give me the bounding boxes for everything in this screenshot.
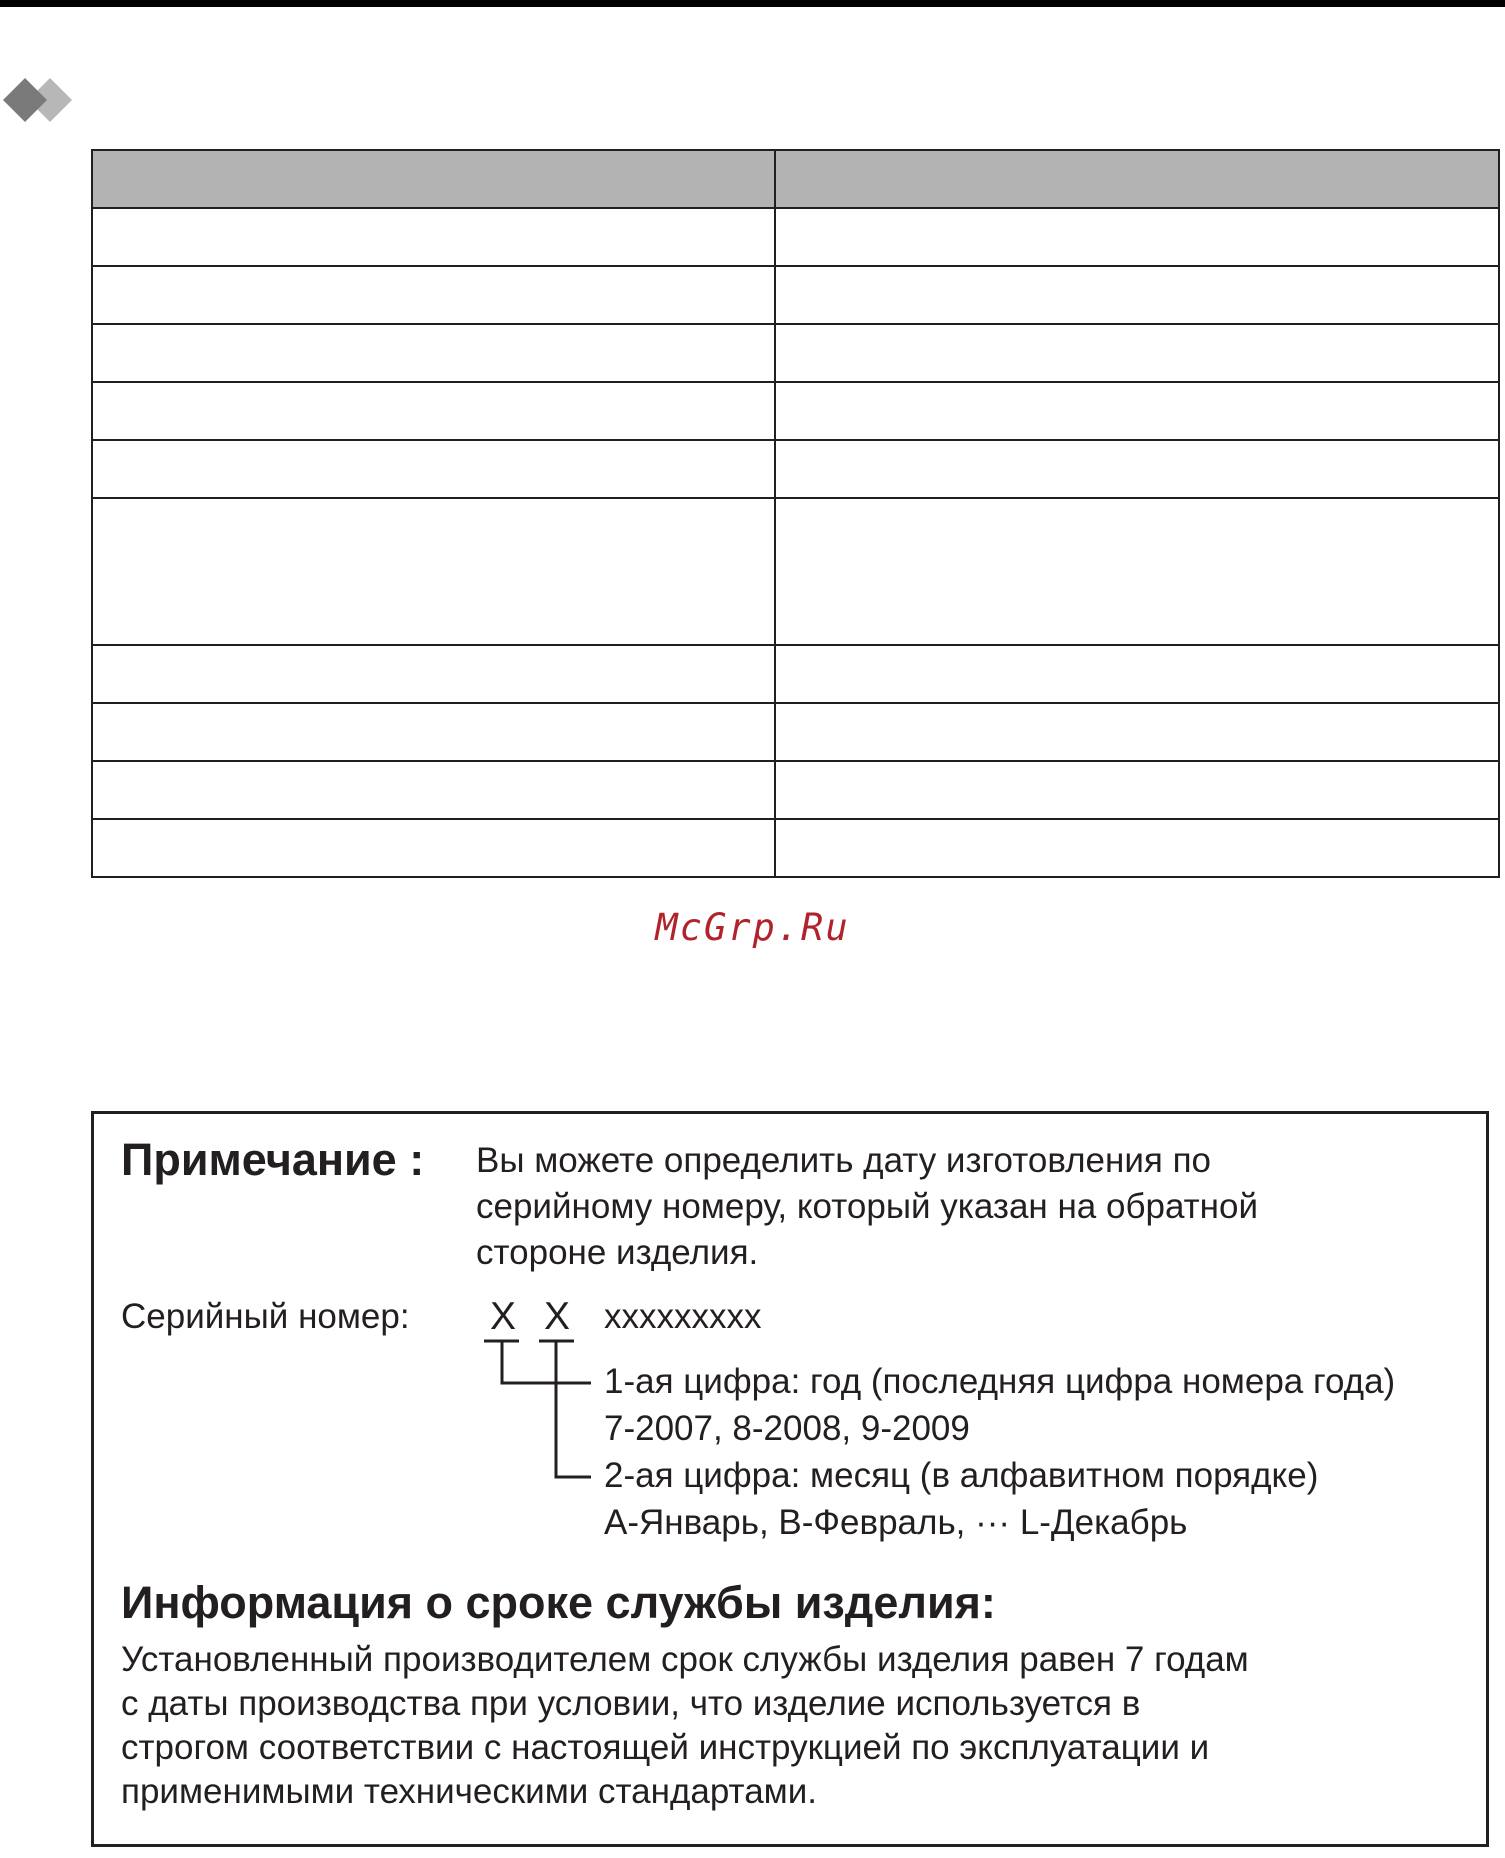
serial-first-char: X	[490, 1295, 517, 1338]
table-row	[92, 703, 1499, 761]
table-cell	[775, 440, 1499, 498]
table-cell	[775, 498, 1499, 645]
note-box	[91, 1111, 1489, 1847]
digit1-values: 7-2007, 8-2008, 9-2009	[604, 1409, 970, 1448]
table-cell	[92, 266, 775, 324]
spec-table	[91, 149, 1500, 878]
table-cell	[92, 645, 775, 703]
table-row	[92, 266, 1499, 324]
table-cell	[775, 266, 1499, 324]
table-cell	[775, 208, 1499, 266]
table-header-row	[92, 150, 1499, 208]
service-life-title: Информация о сроке службы изделия:	[121, 1577, 996, 1628]
table-row	[92, 645, 1499, 703]
table-cell	[92, 440, 775, 498]
table-cell	[775, 382, 1499, 440]
table-cell	[775, 150, 1499, 208]
table-row	[92, 208, 1499, 266]
table-cell	[775, 324, 1499, 382]
top-rule	[0, 0, 1505, 7]
table-cell	[775, 645, 1499, 703]
serial-label: Серийный номер:	[121, 1297, 410, 1336]
serial-rest: xxxxxxxxx	[604, 1297, 762, 1336]
table-row	[92, 440, 1499, 498]
table-cell	[92, 498, 775, 645]
table-cell	[92, 324, 775, 382]
table-row	[92, 324, 1499, 382]
watermark: McGrp.Ru	[655, 906, 850, 949]
digit1-title: 1-ая цифра: год (последняя цифра номера года)	[604, 1362, 1396, 1401]
table-cell	[92, 382, 775, 440]
table-cell	[92, 761, 775, 819]
service-life-text: Установленный производителем срок службы изделия равен 7 годам с даты производства при условии, что изделие используется в строгом соответствии с настоящей инструкцией по эксплуатации и применимыми техническими стандартами.	[121, 1640, 1249, 1811]
note-text: Вы можете определить дату изготовления по серийному номеру, который указан на обратной стороне изделия.	[476, 1141, 1259, 1272]
table-cell	[92, 150, 775, 208]
table-row	[92, 498, 1499, 645]
digit2-values: A-Январь, B-Февраль, ··· L-Декабрь	[604, 1503, 1188, 1542]
table-cell	[775, 703, 1499, 761]
section-diamonds-icon	[0, 70, 90, 130]
table-cell	[775, 761, 1499, 819]
table-cell	[92, 703, 775, 761]
table-cell	[92, 819, 775, 877]
table-row	[92, 382, 1499, 440]
digit2-title: 2-ая цифра: месяц (в алфавитном порядке)	[604, 1456, 1319, 1495]
serial-second-char: X	[544, 1295, 571, 1338]
table-row	[92, 761, 1499, 819]
table-cell	[775, 819, 1499, 877]
note-title: Примечание :	[121, 1134, 425, 1185]
table-row	[92, 819, 1499, 877]
table-cell	[92, 208, 775, 266]
